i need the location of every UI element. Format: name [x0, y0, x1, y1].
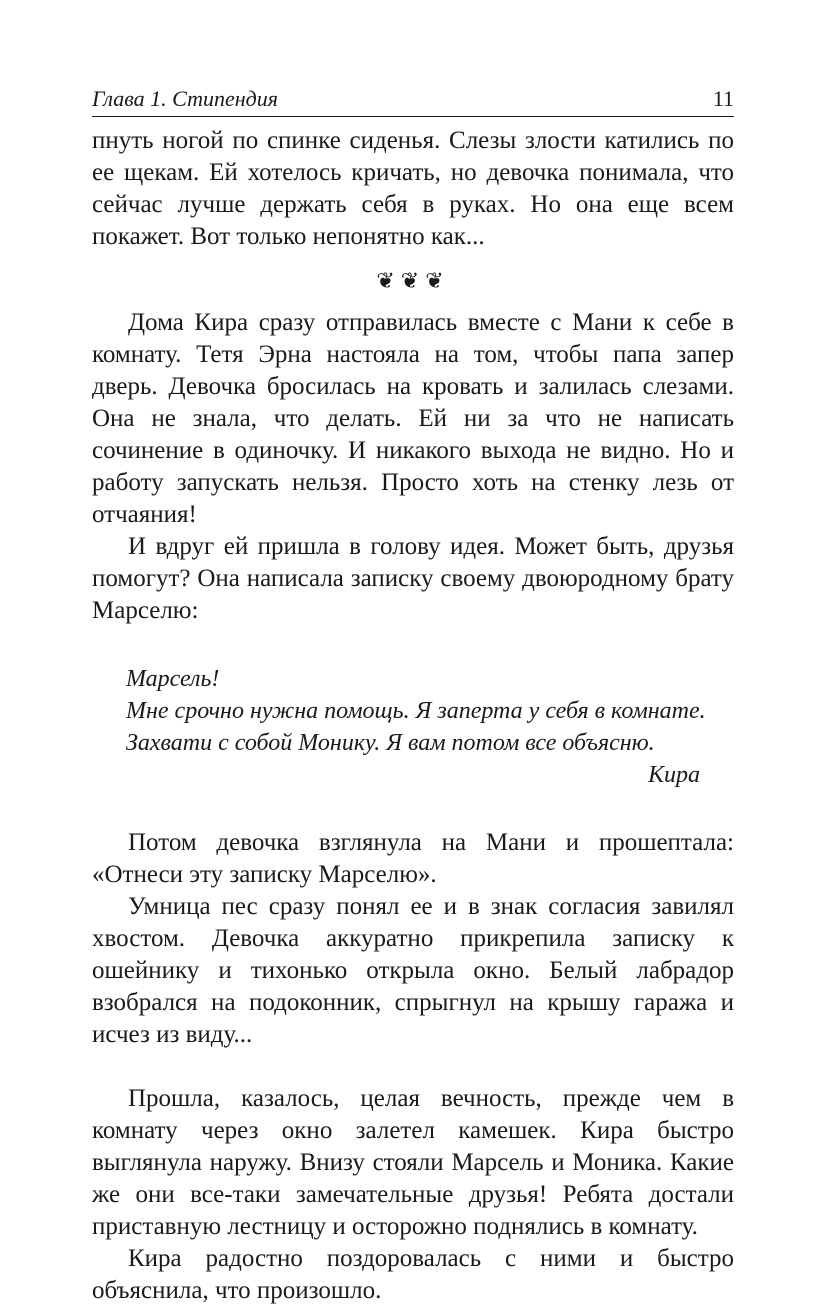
- paragraph: пнуть ногой по спинке сиденья. Слезы злости катились по ее щекам. Ей хотелось кричать, но девочка понимала, что сейчас лучше держать себя в руках. Но она еще всем покажет. Вот только непонятно как...: [92, 127, 734, 250]
- section-gap: [92, 1051, 734, 1083]
- section-ornament: ❦❦❦: [376, 268, 450, 293]
- chapter-title: Глава 1. Стипендия: [92, 86, 279, 111]
- paragraph: Умница пес сразу понял ее и в знак согласия завилял хвостом. Девочка аккуратно прикрепила записку к ошейнику и тихонько открыла окно. Белый лабрадор взобрался на подоконник, спрыгнул на крышу гаража и исчез из виду...: [92, 893, 734, 1048]
- letter-line: Мне срочно нужна помощь. Я заперта у себя в комнате.: [126, 698, 706, 724]
- letter-line: Захвати с собой Монику. Я вам потом все объясню.: [126, 730, 655, 756]
- letter-greeting: Марсель!: [126, 666, 220, 692]
- page-number: 11: [712, 86, 734, 111]
- paragraph: Дома Кира сразу отправилась вместе с Мани к себе в комнату. Тетя Эрна настояла на том, чтобы папа запер дверь. Девочка бросилась на кровать и залилась слезами. Она не знала, что делать. Ей ни за что не написать сочинение в одиночку. И никакого выхода не видно. Но и работу запускать нельзя. Просто хоть на стенку лезь от отчаяния!: [92, 309, 734, 528]
- paragraph: И вдруг ей пришла в голову идея. Может быть, друзья помогут? Она написала записку своему двоюродному брату Марселю:: [92, 533, 734, 624]
- letter-signature: Кира: [648, 762, 700, 788]
- note-letter: [126, 663, 706, 791]
- running-header: [92, 86, 734, 117]
- book-page: [92, 86, 734, 1307]
- paragraph: Кира радостно поздоровалась с ними и быстро объяснила, что произошло.: [92, 1245, 734, 1304]
- page-body: [92, 125, 734, 1307]
- paragraph: Прошла, казалось, целая вечность, прежде чем в комнату через окно залетел камешек. Кира быстро выглянула наружу. Внизу стояли Марсель и Моника. Какие же они все-таки замечательные друзья! Ребята достали приставную лестницу и осторожно поднялись в комнату.: [92, 1085, 734, 1240]
- paragraph: Потом девочка взглянула на Мани и прошептала: «Отнеси эту записку Марселю».: [92, 829, 734, 888]
